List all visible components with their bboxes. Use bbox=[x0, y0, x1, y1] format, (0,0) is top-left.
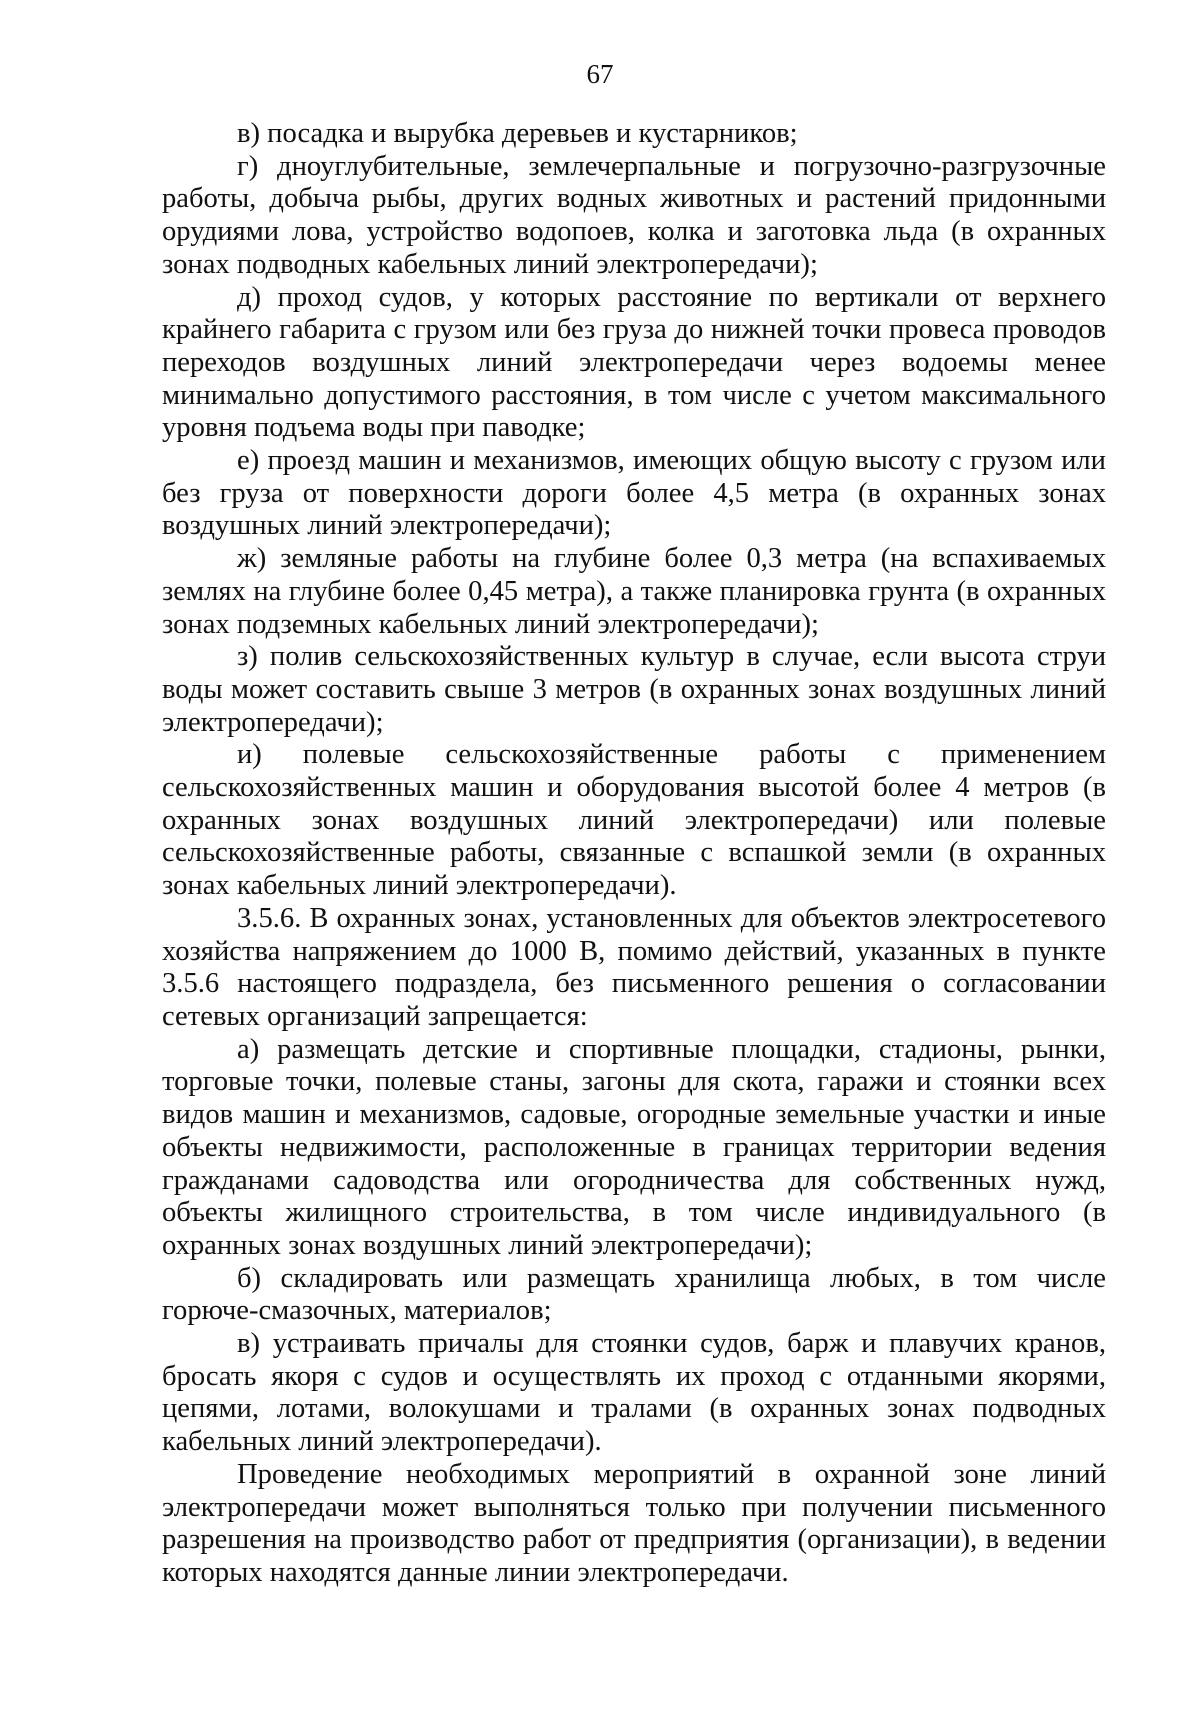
paragraph-section-3-5-6: 3.5.6. В охранных зонах, установленных для объектов электросетевого хозяйства напряжением до 1000 В, помимо действий, указанных в пункте 3.5.6 настоящего подраздела, без письменного решения о согласовании сетевых организаций запрещается: bbox=[162, 902, 1106, 1032]
paragraph-conclusion: Проведение необходимых мероприятий в охранной зоне линий электропередачи может выполняться только при получении письменного разрешения на производство работ от предприятия (организации), в ведении которых находятся данные линии электропередачи. bbox=[162, 1458, 1106, 1588]
paragraph-item-i-fieldwork: и) полевые сельскохозяйственные работы с применением сельскохозяйственных машин и оборудования высотой более 4 метров (в охранных зонах воздушных линий электропередачи) или полевые сельскохозяйственные работы, связанные с вспашкой земли (в охранных зонах кабельных линий электропередачи). bbox=[162, 739, 1106, 902]
paragraph-item-e-vehicles: е) проезд машин и механизмов, имеющих общую высоту с грузом или без груза от поверхности дороги более 4,5 метра (в охранных зонах воздушных линий электропередачи); bbox=[162, 445, 1106, 542]
document-body bbox=[162, 118, 1106, 1590]
paragraph-item-v-moorings: в) устраивать причалы для стоянки судов, барж и плавучих кранов, бросать якоря с судов и осуществлять их проход с отданными якорями, цепями, лотами, волокушами и тралами (в охранных зонах подводных кабельных линий электропередачи). bbox=[162, 1328, 1106, 1458]
paragraph-item-v-planting: в) посадка и вырубка деревьев и кустарников; bbox=[237, 118, 798, 149]
paragraph-item-a-facilities: а) размещать детские и спортивные площадки, стадионы, рынки, торговые точки, полевые станы, загоны для скота, гаражи и стоянки всех видов машин и механизмов, садовые, огородные земельные участки и иные объекты недвижимости, расположенные в границах территории ведения гражданами садоводства или огородничества для собственных нужд, объекты жилищного строительства, в том числе индивидуального (в охранных зонах воздушных линий электропередачи); bbox=[162, 1033, 1106, 1261]
paragraph-item-d-vessels: д) проход судов, у которых расстояние по вертикали от верхнего крайнего габарита с грузом или без груза до нижней точки провеса проводов переходов воздушных линий электропередачи через водоемы менее минимально допустимого расстояния, в том числе с учетом максимального уровня подъема воды при паводке; bbox=[162, 281, 1106, 444]
paragraph-item-b-storage: б) складировать или размещать хранилища любых, в том числе горюче-смазочных, материалов; bbox=[162, 1262, 1106, 1327]
paragraph-item-z-irrigation: з) полив сельскохозяйственных культур в случае, если высота струи воды может составить свыше 3 метров (в охранных зонах воздушных линий электропередачи); bbox=[162, 641, 1106, 738]
paragraph-item-zh-earthworks: ж) земляные работы на глубине более 0,3 метра (на вспахиваемых землях на глубине более 0,45 метра), а также планировка грунта (в охранных зонах подземных кабельных линий электропередачи); bbox=[162, 543, 1106, 640]
paragraph-item-g-dredging: г) дноуглубительные, землечерпальные и погрузочно-разгрузочные работы, добыча рыбы, других водных животных и растений придонными орудиями лова, устройство водопоев, колка и заготовка льда (в охранных зонах подводных кабельных линий электропередачи); bbox=[162, 150, 1106, 280]
page-number: 67 bbox=[586, 59, 614, 89]
